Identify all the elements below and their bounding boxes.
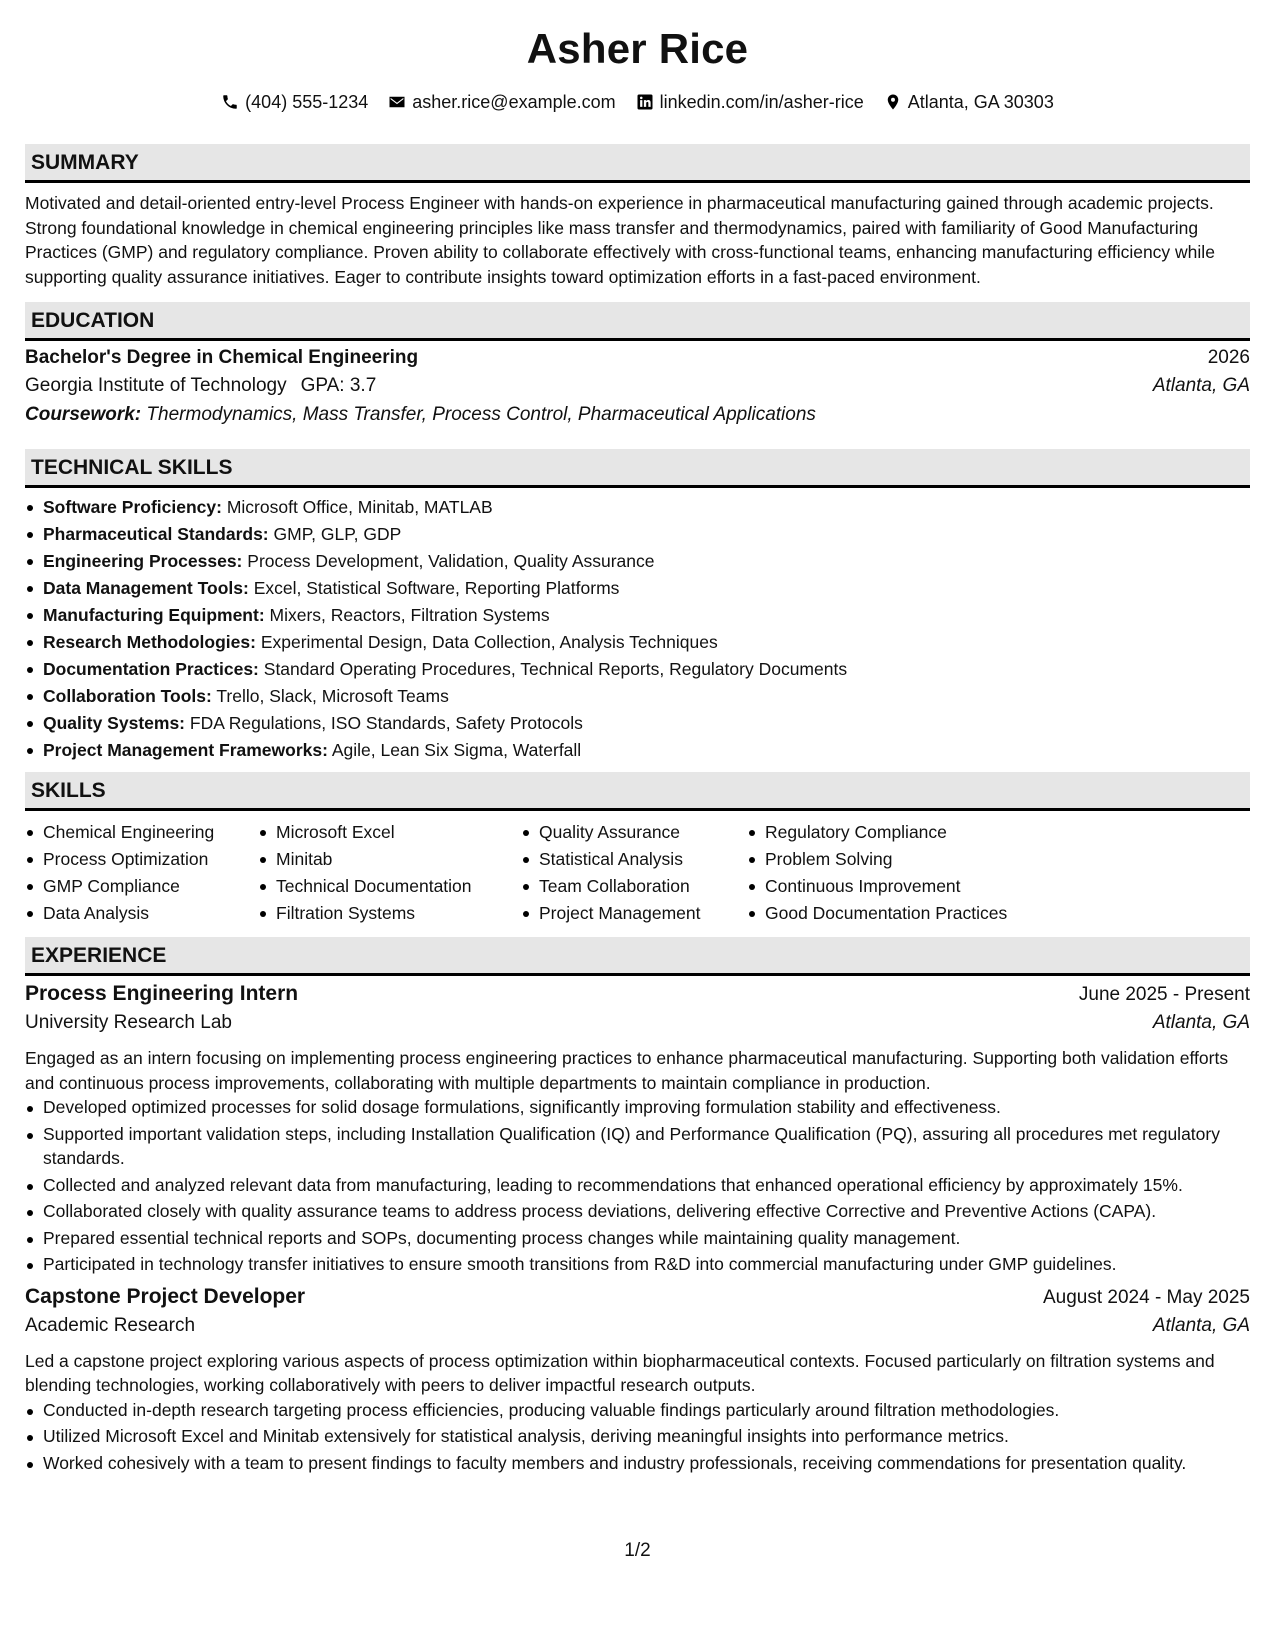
skills-column [747, 819, 1065, 927]
phone-icon [221, 93, 239, 111]
job-bullets [25, 1095, 1250, 1277]
list-item: Collected and analyzed relevant data from manufacturing, leading to recommendations that enhanced operational efficiency by approximately 15%. [43, 1173, 1250, 1198]
job-company: University Research Lab [25, 1012, 232, 1033]
tech-skill-value: Process Development, Validation, Quality Assurance [247, 551, 655, 571]
list-item: Prepared essential technical reports and SOPs, documenting process changes while maintaining quality management. [43, 1226, 1250, 1251]
list-item: Minitab [276, 846, 521, 873]
tech-skill-label: Research Methodologies: [43, 632, 256, 652]
location-text: Atlanta, GA 30303 [907, 91, 1054, 112]
list-item: Team Collaboration [539, 873, 747, 900]
tech-skill-label: Engineering Processes: [43, 551, 243, 571]
tech-skill-label: Quality Systems: [43, 713, 185, 733]
list-item: Collaborated closely with quality assurance teams to address process deviations, delivering effective Corrective and Preventive Actions (CAPA). [43, 1199, 1250, 1224]
skills-column [521, 819, 747, 927]
tech-skill-value: Microsoft Office, Minitab, MATLAB [226, 497, 493, 517]
list-item: Quality Assurance [539, 819, 747, 846]
tech-skill-value: Excel, Statistical Software, Reporting Platforms [253, 578, 620, 598]
list-item: Problem Solving [765, 846, 1065, 873]
education-row-school [25, 375, 1250, 404]
phone-text: (404) 555-1234 [245, 91, 369, 112]
list-item [43, 602, 1250, 629]
email-link[interactable]: asher.rice@example.com [412, 91, 616, 112]
section-heading-skills: SKILLS [25, 772, 1250, 811]
coursework-line [25, 404, 1250, 433]
section-heading-technical-skills: TECHNICAL SKILLS [25, 449, 1250, 488]
list-item: Process Optimization [43, 846, 258, 873]
list-item: Supported important validation steps, including Installation Qualification (IQ) and Performance Qualification (PQ), assuring all procedures met regulatory standards. [43, 1122, 1250, 1171]
list-item: Filtration Systems [276, 900, 521, 927]
tech-skill-value: Agile, Lean Six Sigma, Waterfall [331, 740, 582, 760]
skills-column [25, 819, 258, 927]
job-company-row [25, 1315, 1250, 1345]
job-dates: June 2025 - Present [1078, 984, 1250, 1005]
tech-skill-value: FDA Regulations, ISO Standards, Safety Protocols [189, 713, 583, 733]
list-item [43, 710, 1250, 737]
job-description: Engaged as an intern focusing on implementing process engineering practices to enhance pharmaceutical manufacturing. Supporting both validation efforts and continuous process improvements, collaborating with multiple departments to maintain compliance in production. [25, 1048, 1229, 1093]
linkedin-link[interactable]: linkedin.com/in/asher-rice [659, 91, 864, 112]
technical-skills-list [25, 494, 1250, 764]
list-item [43, 629, 1250, 656]
list-item [43, 656, 1250, 683]
job-entry [25, 982, 1250, 1277]
tech-skill-value: Experimental Design, Data Collection, Analysis Techniques [260, 632, 718, 652]
resume-page [25, 0, 1250, 1477]
tech-skill-label: Documentation Practices: [43, 659, 259, 679]
contact-bar [25, 90, 1250, 114]
job-title-row [25, 1285, 1250, 1315]
list-item [43, 521, 1250, 548]
candidate-name: Asher Rice [526, 25, 749, 72]
page-number: 1/2 [624, 1540, 651, 1561]
list-item: Regulatory Compliance [765, 819, 1065, 846]
list-item [43, 737, 1250, 764]
job-company-row [25, 1012, 1250, 1042]
tech-skill-value: Trello, Slack, Microsoft Teams [216, 686, 449, 706]
graduation-year: 2026 [1207, 347, 1250, 368]
section-heading-experience: EXPERIENCE [25, 937, 1250, 976]
summary-text: Motivated and detail-oriented entry-level Process Engineer with hands-on experience in pharmaceutical manufacturing gained through academic projects. Strong foundational knowledge in chemical engineering principles like mass transfer and thermodynamics, paired with familiarity of Good Manufacturing Practices (GMP) and regulatory compliance. Proven ability to collaborate effectively with cross-functional teams, enhancing manufacturing efficiency while supporting quality assurance initiatives. Eager to contribute insights toward optimization efforts in a fast-paced environment. [25, 193, 1215, 287]
school-location: Atlanta, GA [1152, 375, 1250, 396]
list-item: Microsoft Excel [276, 819, 521, 846]
job-location: Atlanta, GA [1152, 1314, 1250, 1336]
list-item: Statistical Analysis [539, 846, 747, 873]
map-pin-icon [884, 93, 902, 111]
envelope-icon [388, 93, 406, 111]
tech-skill-label: Collaboration Tools: [43, 686, 212, 706]
list-item: Conducted in-depth research targeting process efficiencies, producing valuable findings particularly around filtration methodologies. [43, 1398, 1250, 1423]
list-item [43, 575, 1250, 602]
job-bullets [25, 1398, 1250, 1476]
contact-email[interactable] [388, 92, 615, 113]
school-name: Georgia Institute of Technology [25, 375, 287, 396]
skills-grid [25, 819, 1250, 927]
degree-title: Bachelor's Degree in Chemical Engineering [25, 347, 419, 368]
list-item [43, 548, 1250, 575]
list-item: Participated in technology transfer initiatives to ensure smooth transitions from R&D into commercial manufacturing under GMP guidelines. [43, 1252, 1250, 1277]
job-title: Capstone Project Developer [25, 1284, 306, 1308]
job-dates: August 2024 - May 2025 [1042, 1286, 1250, 1308]
tech-skill-label: Project Management Frameworks: [43, 740, 328, 760]
list-item: Data Analysis [43, 900, 258, 927]
tech-skill-value: GMP, GLP, GDP [273, 524, 402, 544]
linkedin-icon [636, 93, 654, 111]
job-title: Process Engineering Intern [25, 982, 299, 1005]
job-description: Led a capstone project exploring various aspects of process optimization within biopharmaceutical contexts. Focused particularly on filtration systems and blending technologies, working collaboratively with peers to deliver impactful research outputs. [25, 1350, 1215, 1395]
job-location: Atlanta, GA [1152, 1012, 1250, 1033]
tech-skill-label: Software Proficiency: [43, 497, 222, 517]
list-item [43, 683, 1250, 710]
skills-column [258, 819, 521, 927]
list-item: GMP Compliance [43, 873, 258, 900]
contact-linkedin[interactable] [636, 92, 864, 113]
contact-location [884, 92, 1054, 113]
list-item: Technical Documentation [276, 873, 521, 900]
section-heading-education: EDUCATION [25, 302, 1250, 341]
list-item: Utilized Microsoft Excel and Minitab extensively for statistical analysis, deriving meaningful insights into performance metrics. [43, 1424, 1250, 1449]
coursework-label: Coursework: [25, 404, 142, 425]
list-item: Good Documentation Practices [765, 900, 1065, 927]
list-item: Worked cohesively with a team to present findings to faculty members and industry professionals, receiving commendations for presentation quality. [43, 1451, 1250, 1476]
list-item: Continuous Improvement [765, 873, 1065, 900]
section-heading-summary: SUMMARY [25, 144, 1250, 183]
tech-skill-label: Pharmaceutical Standards: [43, 524, 269, 544]
education-row-degree [25, 347, 1250, 375]
tech-skill-label: Data Management Tools: [43, 578, 249, 598]
coursework-list: Thermodynamics, Mass Transfer, Process Control, Pharmaceutical Applications [146, 404, 816, 425]
gpa: GPA: 3.7 [300, 375, 377, 396]
school-line [25, 375, 376, 397]
list-item: Developed optimized processes for solid dosage formulations, significantly improving formulation stability and effectiveness. [43, 1095, 1250, 1120]
contact-phone [221, 92, 368, 113]
tech-skill-value: Mixers, Reactors, Filtration Systems [269, 605, 550, 625]
list-item [43, 494, 1250, 521]
job-title-row [25, 982, 1250, 1012]
job-entry [25, 1285, 1250, 1476]
tech-skill-label: Manufacturing Equipment: [43, 605, 265, 625]
job-company: Academic Research [25, 1314, 196, 1336]
list-item: Chemical Engineering [43, 819, 258, 846]
list-item: Project Management [539, 900, 747, 927]
tech-skill-value: Standard Operating Procedures, Technical Reports, Regulatory Documents [263, 659, 848, 679]
